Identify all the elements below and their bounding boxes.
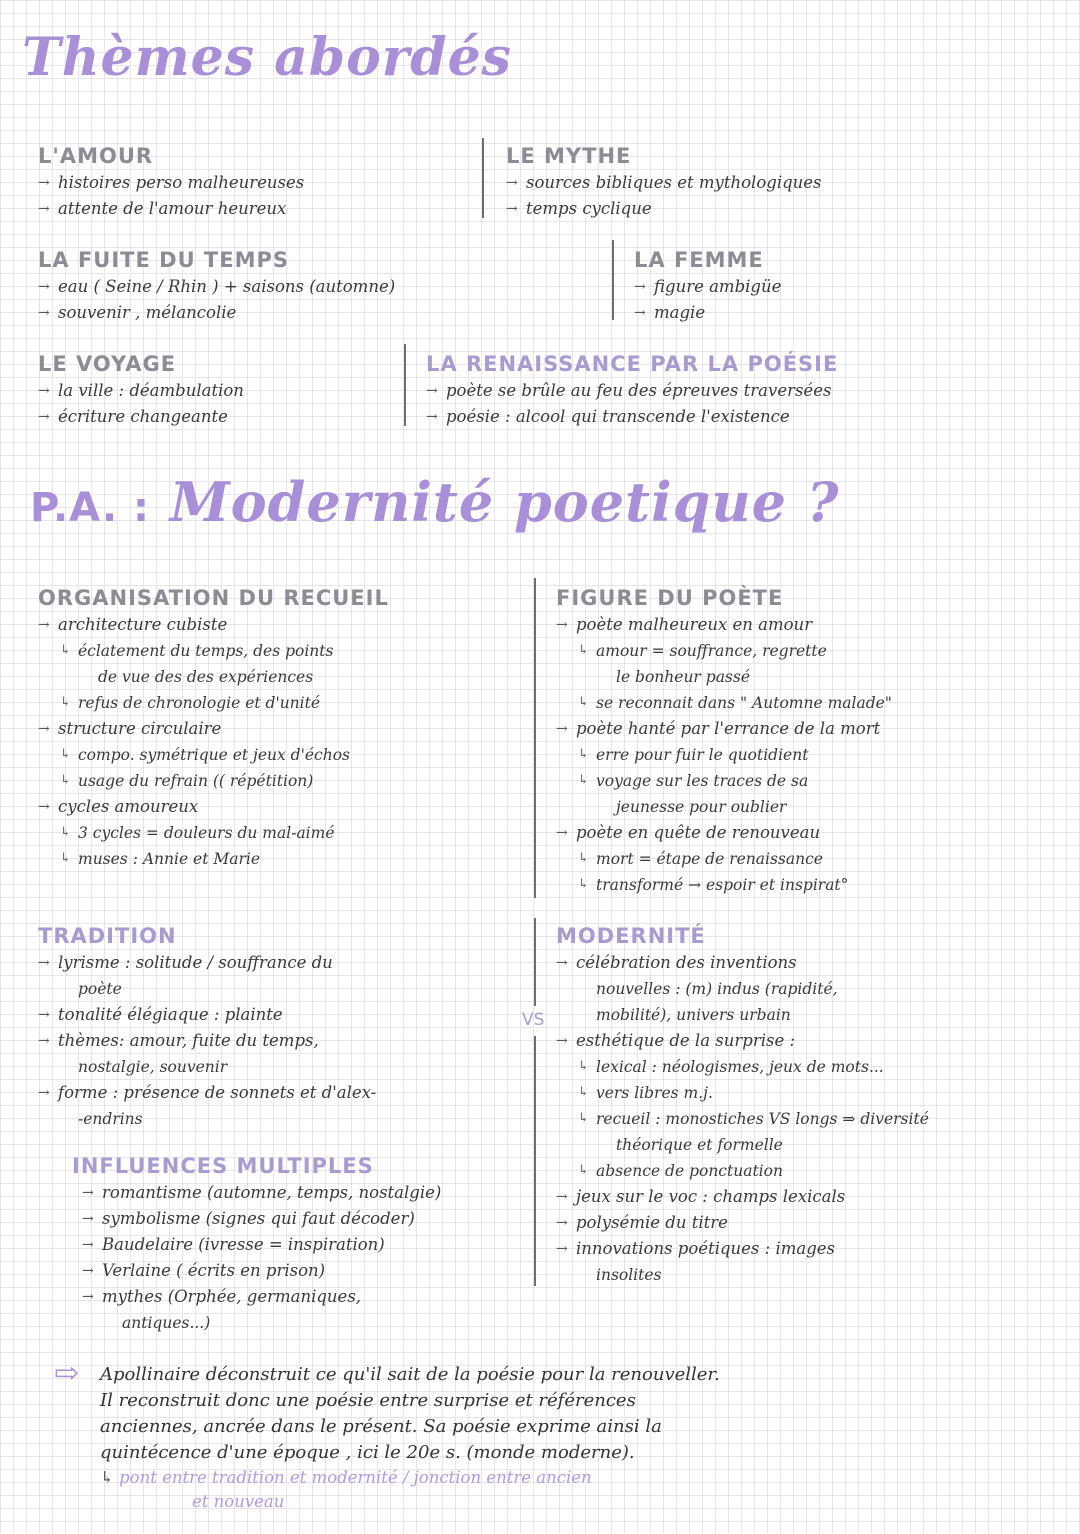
page-title: Thèmes abordés: [22, 27, 512, 88]
list-item: ↳ refus de chronologie et d'unité: [38, 690, 528, 716]
list-item: → célébration des inventions: [556, 950, 1078, 976]
list-item: → Baudelaire (ivresse = inspiration): [82, 1232, 528, 1258]
tradition-section: [38, 922, 518, 1132]
list-item: ↳ muses : Annie et Marie: [38, 846, 528, 872]
pa-title: [30, 472, 839, 538]
list-item: → poésie : alcool qui transcende l'existence: [426, 404, 1076, 430]
list-item-cont: de vue des des expériences: [98, 668, 314, 686]
list-item-cont: nouvelles : (m) indus (rapidité,: [596, 980, 838, 998]
list-item-cont: mobilité), univers urbain: [596, 1006, 791, 1024]
theme-femme: [634, 246, 1014, 326]
list-item: ↳ recueil : monostiches VS longs ⇒ diversité: [556, 1106, 1078, 1132]
list-item: ↳ éclatement du temps, des points: [38, 638, 528, 664]
pa-prefix: P.A. :: [30, 485, 150, 531]
theme-heading: LA FUITE DU TEMPS: [38, 248, 290, 272]
list-item: → eau ( Seine / Rhin ) + saisons (automne): [38, 274, 608, 300]
list-item: ↳ se reconnait dans " Automne malade": [556, 690, 1066, 716]
list-item: → temps cyclique: [506, 196, 1026, 222]
theme-renaissance: [426, 350, 1076, 430]
list-item-cont: jeunesse pour oublier: [616, 798, 787, 816]
list-item: → Verlaine ( écrits en prison): [82, 1258, 528, 1284]
theme-heading: L'AMOUR: [38, 144, 154, 168]
list-item: → écriture changeante: [38, 404, 398, 430]
list-item: → tonalité élégiaque : plainte: [38, 1002, 518, 1028]
list-item: ↳ amour = souffrance, regrette: [556, 638, 1066, 664]
list-item: → la ville : déambulation: [38, 378, 398, 404]
divider: [482, 138, 484, 218]
list-item-cont: poète: [78, 980, 122, 998]
list-item: → structure circulaire: [38, 716, 528, 742]
theme-heading: LE MYTHE: [506, 144, 632, 168]
pa-title-text: Modernité poetique ?: [169, 470, 840, 534]
list-item: → innovations poétiques : images: [556, 1236, 1078, 1262]
conclusion-note: et nouveau: [192, 1492, 285, 1511]
theme-heading: LA RENAISSANCE PAR LA POÉSIE: [426, 352, 839, 376]
list-item: → magie: [634, 300, 1014, 326]
list-item: → polysémie du titre: [556, 1210, 1078, 1236]
list-item: ↳ lexical : néologismes, jeux de mots...: [556, 1054, 1078, 1080]
divider: [534, 578, 536, 898]
list-item: → symbolisme (signes qui faut décoder): [82, 1206, 528, 1232]
list-item: ↳ mort = étape de renaissance: [556, 846, 1066, 872]
list-item: → poète malheureux en amour: [556, 612, 1066, 638]
list-item: → attente de l'amour heureux: [38, 196, 478, 222]
list-item-cont: théorique et formelle: [616, 1136, 783, 1154]
conclusion-line: anciennes, ancrée dans le présent. Sa poésie exprime ainsi la: [100, 1416, 662, 1437]
organisation-section: [38, 584, 528, 872]
divider: [404, 344, 406, 426]
list-item: ↳ transformé → espoir et inspirat°: [556, 872, 1066, 898]
list-item: → poète se brûle au feu des épreuves traversées: [426, 378, 1076, 404]
list-item: → histoires perso malheureuses: [38, 170, 478, 196]
theme-heading: LA FEMME: [634, 248, 764, 272]
influences-section: [58, 1152, 528, 1336]
list-item: → poète hanté par l'errance de la mort: [556, 716, 1066, 742]
conclusion-note-text: pont entre tradition et modernité / jonction entre ancien: [119, 1468, 592, 1487]
list-item: → lyrisme : solitude / souffrance du: [38, 950, 518, 976]
list-item: → architecture cubiste: [38, 612, 528, 638]
list-item-cont: -endrins: [78, 1110, 143, 1128]
list-item: → souvenir , mélancolie: [38, 300, 608, 326]
list-item: ↳ absence de ponctuation: [556, 1158, 1078, 1184]
list-item: → forme : présence de sonnets et d'alex-: [38, 1080, 518, 1106]
list-item: → poète en quête de renouveau: [556, 820, 1066, 846]
list-item: → figure ambigüe: [634, 274, 1014, 300]
conclusion-line: quintécence d'une époque , ici le 20e s. (monde moderne).: [100, 1442, 635, 1463]
conclusion-note: [100, 1466, 1060, 1490]
list-item: → esthétique de la surprise :: [556, 1028, 1078, 1054]
list-item: ↳ compo. symétrique et jeux d'échos: [38, 742, 528, 768]
divider: [534, 918, 536, 1006]
list-item: → jeux sur le voc : champs lexicals: [556, 1184, 1078, 1210]
conclusion-line: Apollinaire déconstruit ce qu'il sait de la poésie pour la renouveller.: [100, 1364, 720, 1385]
list-item-cont: le bonheur passé: [616, 668, 751, 686]
list-item: → sources bibliques et mythologiques: [506, 170, 1026, 196]
theme-mythe: [506, 142, 1026, 222]
theme-amour: [38, 142, 478, 222]
theme-voyage: [38, 350, 398, 430]
list-item-cont: insolites: [596, 1266, 662, 1284]
list-item: ↳ 3 cycles = douleurs du mal-aimé: [38, 820, 528, 846]
list-item: → thèmes: amour, fuite du temps,: [38, 1028, 518, 1054]
section-heading: FIGURE DU POÈTE: [556, 586, 784, 610]
conclusion-arrow-icon: ⇨: [54, 1356, 80, 1391]
list-item-cont: antiques...): [122, 1314, 211, 1332]
list-item: → cycles amoureux: [38, 794, 528, 820]
poete-section: [556, 584, 1066, 898]
list-item: ↳ usage du refrain (( répétition): [38, 768, 528, 794]
list-item: → mythes (Orphée, germaniques,: [82, 1284, 528, 1310]
list-item: ↳ vers libres m.j.: [556, 1080, 1078, 1106]
list-item: ↳ erre pour fuir le quotidient: [556, 742, 1066, 768]
list-item-cont: nostalgie, souvenir: [78, 1058, 228, 1076]
list-item: → romantisme (automne, temps, nostalgie): [82, 1180, 528, 1206]
section-heading: TRADITION: [38, 924, 177, 948]
theme-fuite-du-temps: [38, 246, 608, 326]
modernite-section: [556, 922, 1078, 1288]
list-item: ↳ voyage sur les traces de sa: [556, 768, 1066, 794]
divider: [612, 240, 614, 320]
conclusion-line: Il reconstruit donc une poésie entre surprise et références: [100, 1390, 636, 1411]
conclusion: [100, 1362, 1060, 1514]
section-heading: ORGANISATION DU RECUEIL: [38, 586, 389, 610]
vs-label: VS: [522, 1010, 545, 1030]
divider: [534, 1036, 536, 1286]
section-heading: INFLUENCES MULTIPLES: [72, 1154, 374, 1178]
section-heading: MODERNITÉ: [556, 924, 706, 948]
theme-heading: LE VOYAGE: [38, 352, 177, 376]
hook-arrow-icon: ↳: [100, 1468, 114, 1487]
